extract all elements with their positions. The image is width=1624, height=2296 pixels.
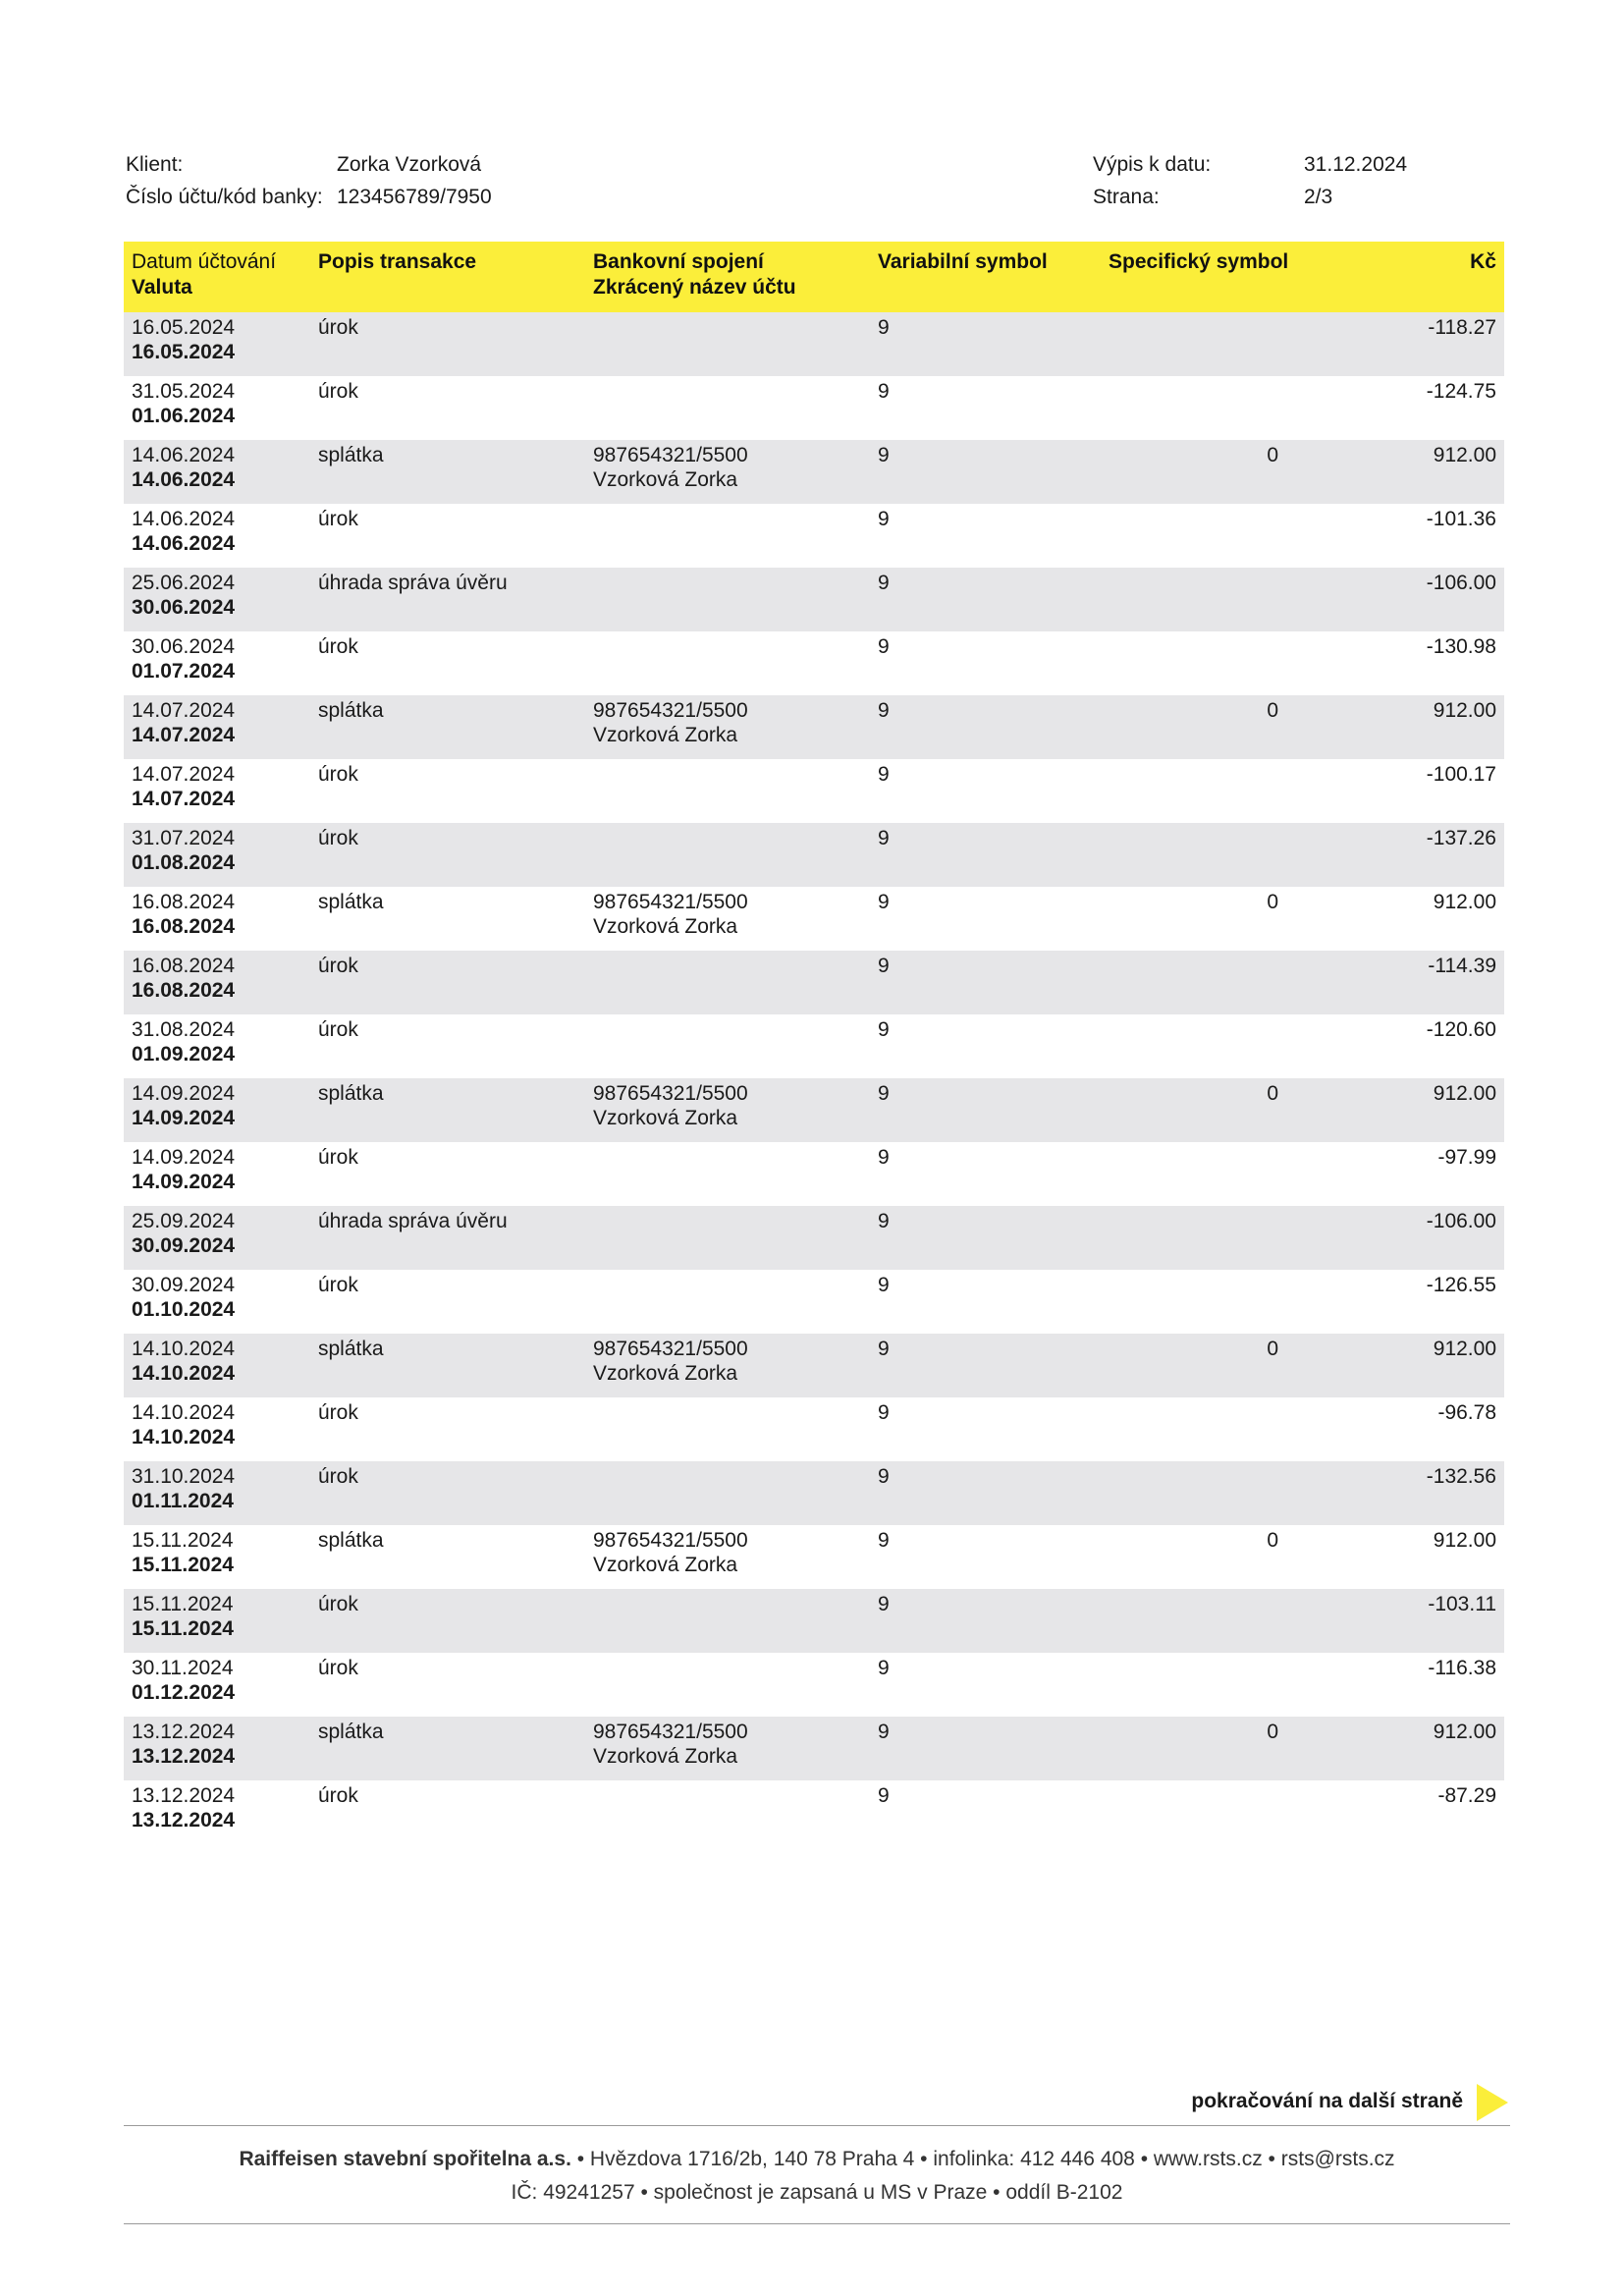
variable-symbol-cell: 9 xyxy=(878,635,890,658)
table-row xyxy=(124,312,1504,376)
amount-cell: -106.00 xyxy=(1302,1206,1504,1270)
specific-symbol-cell xyxy=(1101,951,1302,1014)
amount-cell: -87.29 xyxy=(1437,1784,1496,1807)
booking-date: 25.09.2024 xyxy=(132,1210,236,1232)
col-header-bank-line2: Zkrácený název účtu xyxy=(593,276,796,299)
variable-symbol-cell: 9 xyxy=(870,823,1101,887)
bank-cell xyxy=(585,1397,870,1461)
booking-date: 14.07.2024 xyxy=(132,699,236,722)
amount-cell: -116.38 xyxy=(1428,1657,1496,1679)
description-cell: splátka xyxy=(310,1334,585,1397)
bank-cell xyxy=(585,1780,870,1844)
bank-account-name: Vzorková Zorka xyxy=(593,468,738,491)
specific-symbol-cell xyxy=(1101,1014,1302,1078)
specific-symbol-cell: 0 xyxy=(1101,1334,1302,1397)
specific-symbol-cell xyxy=(1101,376,1302,440)
variable-symbol-cell: 9 xyxy=(870,695,1101,759)
value-date: 13.12.2024 xyxy=(132,1809,236,1831)
bank-cell xyxy=(585,1014,870,1078)
table-row xyxy=(124,1525,1504,1589)
value-date: 01.07.2024 xyxy=(132,660,236,683)
table-row xyxy=(124,440,1504,504)
bank-account: 987654321/5500 xyxy=(593,699,748,722)
statement-date-label: Výpis k datu: xyxy=(1093,153,1212,176)
amount-cell: -103.11 xyxy=(1302,1589,1504,1653)
col-header-variable-symbol: Variabilní symbol xyxy=(870,242,1101,312)
value-date: 13.12.2024 xyxy=(132,1745,236,1768)
table-row xyxy=(124,504,1504,568)
account-label: Číslo účtu/kód banky: xyxy=(126,186,323,208)
amount-cell: 912.00 xyxy=(1302,440,1504,504)
bank-account-name: Vzorková Zorka xyxy=(593,1107,738,1129)
variable-symbol-cell: 9 xyxy=(878,1018,890,1041)
booking-date: 13.12.2024 xyxy=(132,1721,236,1743)
table-row xyxy=(124,695,1504,759)
booking-date: 25.06.2024 xyxy=(132,572,236,594)
bank-cell xyxy=(585,1142,870,1206)
variable-symbol-cell: 9 xyxy=(870,1206,1101,1270)
amount-cell: 912.00 xyxy=(1302,1334,1504,1397)
amount-cell: -97.99 xyxy=(1437,1146,1496,1169)
variable-symbol-cell: 9 xyxy=(878,1784,890,1807)
specific-symbol-cell xyxy=(1101,1206,1302,1270)
table-row xyxy=(124,1780,1504,1844)
bank-cell xyxy=(585,312,870,376)
footer-company: Raiffeisen stavební spořitelna a.s. xyxy=(239,2148,571,2170)
value-date: 15.11.2024 xyxy=(132,1617,234,1640)
booking-date: 16.05.2024 xyxy=(132,316,236,339)
value-date: 14.07.2024 xyxy=(132,724,236,746)
description-cell: úrok xyxy=(318,635,358,658)
bank-cell xyxy=(585,1334,870,1397)
bank-cell xyxy=(585,1078,870,1142)
date-cell xyxy=(124,1142,310,1206)
col-header-amount: Kč xyxy=(1302,242,1504,312)
date-cell xyxy=(124,823,310,887)
bank-account: 987654321/5500 xyxy=(593,444,748,466)
date-cell xyxy=(124,759,310,823)
specific-symbol-cell: 0 xyxy=(1267,1529,1278,1552)
description-cell: splátka xyxy=(310,1078,585,1142)
amount-cell: -126.55 xyxy=(1426,1274,1496,1296)
date-cell xyxy=(124,1589,310,1653)
col-header-specific-symbol: Specifický symbol xyxy=(1101,242,1302,312)
col-header-bank xyxy=(585,242,870,312)
booking-date: 30.11.2024 xyxy=(132,1657,234,1679)
page-label: Strana: xyxy=(1093,186,1160,208)
variable-symbol-cell: 9 xyxy=(878,1146,890,1169)
specific-symbol-cell xyxy=(1101,1461,1302,1525)
continuation-note: pokračování na další straně xyxy=(1191,2090,1463,2112)
value-date: 30.06.2024 xyxy=(132,596,236,619)
amount-cell: -132.56 xyxy=(1302,1461,1504,1525)
bank-account: 987654321/5500 xyxy=(593,891,748,913)
bank-cell xyxy=(585,1525,870,1589)
booking-date: 30.09.2024 xyxy=(132,1274,236,1296)
booking-date: 31.08.2024 xyxy=(132,1018,236,1041)
table-row xyxy=(124,1334,1504,1397)
value-date: 01.10.2024 xyxy=(132,1298,236,1321)
variable-symbol-cell: 9 xyxy=(878,380,890,403)
specific-symbol-cell xyxy=(1101,631,1302,695)
specific-symbol-cell: 0 xyxy=(1101,440,1302,504)
table-row xyxy=(124,1142,1504,1206)
value-date: 30.09.2024 xyxy=(132,1234,236,1257)
table-row xyxy=(124,1397,1504,1461)
bank-cell xyxy=(585,1206,870,1270)
amount-cell: -124.75 xyxy=(1426,380,1496,403)
variable-symbol-cell: 9 xyxy=(870,568,1101,631)
col-header-date-line2: Valuta xyxy=(132,276,192,299)
specific-symbol-cell: 0 xyxy=(1101,1078,1302,1142)
col-header-date xyxy=(124,242,310,312)
variable-symbol-cell: 9 xyxy=(878,1529,890,1552)
transactions-table xyxy=(124,242,1504,1844)
specific-symbol-cell: 0 xyxy=(1101,695,1302,759)
date-cell xyxy=(124,376,310,440)
specific-symbol-cell xyxy=(1101,1142,1302,1206)
bank-cell xyxy=(585,440,870,504)
description-cell: splátka xyxy=(310,440,585,504)
bank-account-name: Vzorková Zorka xyxy=(593,915,738,938)
variable-symbol-cell: 9 xyxy=(870,1461,1101,1525)
booking-date: 30.06.2024 xyxy=(132,635,236,658)
bank-cell xyxy=(585,504,870,568)
specific-symbol-cell xyxy=(1101,312,1302,376)
table-row xyxy=(124,631,1504,695)
bank-account: 987654321/5500 xyxy=(593,1338,748,1360)
variable-symbol-cell: 9 xyxy=(878,763,890,786)
table-row xyxy=(124,376,1504,440)
value-date: 01.11.2024 xyxy=(132,1490,234,1512)
description-cell: úrok xyxy=(318,1018,358,1041)
description-cell: úhrada správa úvěru xyxy=(310,568,585,631)
date-cell xyxy=(124,1078,310,1142)
variable-symbol-cell: 9 xyxy=(870,1078,1101,1142)
amount-cell: -120.60 xyxy=(1426,1018,1496,1041)
bank-cell xyxy=(585,887,870,951)
amount-cell: 912.00 xyxy=(1302,1717,1504,1780)
bank-account: 987654321/5500 xyxy=(593,1529,748,1552)
table-row xyxy=(124,1461,1504,1525)
description-cell: úrok xyxy=(310,1461,585,1525)
value-date: 01.06.2024 xyxy=(132,405,236,427)
bank-cell xyxy=(585,1653,870,1717)
value-date: 01.09.2024 xyxy=(132,1043,236,1066)
footer-line-1 xyxy=(124,2143,1510,2176)
description-cell: úrok xyxy=(318,508,358,530)
bank-account: 987654321/5500 xyxy=(593,1721,748,1743)
date-cell xyxy=(124,1461,310,1525)
value-date: 14.07.2024 xyxy=(132,788,236,810)
date-cell xyxy=(124,1270,310,1334)
table-header-row xyxy=(124,242,1504,312)
specific-symbol-cell xyxy=(1101,504,1302,568)
booking-date: 14.10.2024 xyxy=(132,1338,236,1360)
booking-date: 16.08.2024 xyxy=(132,955,236,977)
table-row xyxy=(124,1206,1504,1270)
date-cell xyxy=(124,1653,310,1717)
account-number: 123456789/7950 xyxy=(337,186,492,208)
date-cell xyxy=(124,1014,310,1078)
description-cell: splátka xyxy=(318,891,384,913)
statement-date: 31.12.2024 xyxy=(1304,153,1408,176)
booking-date: 13.12.2024 xyxy=(132,1784,236,1807)
table-row xyxy=(124,1270,1504,1334)
description-cell: úrok xyxy=(318,763,358,786)
amount-cell: -106.00 xyxy=(1302,568,1504,631)
description-cell: úrok xyxy=(310,1589,585,1653)
description-cell: úrok xyxy=(318,1401,358,1424)
date-cell xyxy=(124,695,310,759)
footer-divider-top xyxy=(124,2125,1510,2126)
booking-date: 14.06.2024 xyxy=(132,508,236,530)
amount-cell: -118.27 xyxy=(1302,312,1504,376)
variable-symbol-cell: 9 xyxy=(878,1401,890,1424)
value-date: 14.10.2024 xyxy=(132,1362,236,1385)
footer-divider-bottom xyxy=(124,2223,1510,2224)
specific-symbol-cell xyxy=(1101,1270,1302,1334)
specific-symbol-cell xyxy=(1101,1653,1302,1717)
value-date: 15.11.2024 xyxy=(132,1554,234,1576)
bank-cell xyxy=(585,568,870,631)
value-date: 14.09.2024 xyxy=(132,1171,236,1193)
bank-cell xyxy=(585,376,870,440)
value-date: 14.06.2024 xyxy=(132,468,236,491)
bank-cell xyxy=(585,695,870,759)
date-cell xyxy=(124,1334,310,1397)
table-row xyxy=(124,1589,1504,1653)
variable-symbol-cell: 9 xyxy=(878,1657,890,1679)
description-cell: úrok xyxy=(318,380,358,403)
specific-symbol-cell xyxy=(1101,568,1302,631)
variable-symbol-cell: 9 xyxy=(870,1334,1101,1397)
table-row xyxy=(124,1717,1504,1780)
booking-date: 16.08.2024 xyxy=(132,891,236,913)
description-cell: úrok xyxy=(318,1146,358,1169)
variable-symbol-cell: 9 xyxy=(870,440,1101,504)
date-cell xyxy=(124,631,310,695)
date-cell xyxy=(124,1717,310,1780)
description-cell: úrok xyxy=(310,951,585,1014)
bank-cell xyxy=(585,1589,870,1653)
bank-cell xyxy=(585,1717,870,1780)
bank-cell xyxy=(585,1461,870,1525)
amount-cell: -101.36 xyxy=(1426,508,1496,530)
amount-cell: -100.17 xyxy=(1426,763,1496,786)
amount-cell: -137.26 xyxy=(1302,823,1504,887)
table-row xyxy=(124,759,1504,823)
variable-symbol-cell: 9 xyxy=(878,891,890,913)
value-date: 16.08.2024 xyxy=(132,915,236,938)
footer-line-2: IČ: 49241257 • společnost je zapsaná u MS v Praze • oddíl B-2102 xyxy=(511,2181,1123,2204)
booking-date: 14.06.2024 xyxy=(132,444,236,466)
value-date: 14.06.2024 xyxy=(132,532,236,555)
page-number: 2/3 xyxy=(1304,186,1333,208)
bank-account-name: Vzorková Zorka xyxy=(593,724,738,746)
footer-contact: • Hvězdova 1716/2b, 140 78 Praha 4 • infolinka: 412 446 408 • www.rsts.cz • rsts@rsts.cz xyxy=(570,2148,1395,2170)
date-cell xyxy=(124,312,310,376)
specific-symbol-cell: 0 xyxy=(1267,891,1278,913)
booking-date: 31.10.2024 xyxy=(132,1465,236,1488)
continue-arrow-icon xyxy=(1477,2084,1508,2121)
booking-date: 14.07.2024 xyxy=(132,763,236,786)
booking-date: 14.09.2024 xyxy=(132,1146,236,1169)
variable-symbol-cell: 9 xyxy=(878,1274,890,1296)
description-cell: úrok xyxy=(310,312,585,376)
value-date: 14.10.2024 xyxy=(132,1426,236,1449)
value-date: 14.09.2024 xyxy=(132,1107,236,1129)
amount-cell: -96.78 xyxy=(1437,1401,1496,1424)
amount-cell: -114.39 xyxy=(1302,951,1504,1014)
variable-symbol-cell: 9 xyxy=(870,312,1101,376)
value-date: 01.08.2024 xyxy=(132,851,236,874)
date-cell xyxy=(124,951,310,1014)
table-row xyxy=(124,887,1504,951)
bank-cell xyxy=(585,823,870,887)
booking-date: 31.05.2024 xyxy=(132,380,236,403)
table-row xyxy=(124,1014,1504,1078)
table-row xyxy=(124,1653,1504,1717)
amount-cell: -130.98 xyxy=(1426,635,1496,658)
value-date: 16.08.2024 xyxy=(132,979,236,1002)
client-label: Klient: xyxy=(126,153,184,176)
col-header-date-line1: Datum účtování xyxy=(132,250,277,273)
description-cell: úhrada správa úvěru xyxy=(310,1206,585,1270)
bank-cell xyxy=(585,1270,870,1334)
date-cell xyxy=(124,1397,310,1461)
description-cell: splátka xyxy=(318,1529,384,1552)
booking-date: 15.11.2024 xyxy=(132,1593,234,1615)
description-cell: úrok xyxy=(318,1274,358,1296)
specific-symbol-cell: 0 xyxy=(1101,1717,1302,1780)
date-cell xyxy=(124,440,310,504)
amount-cell: 912.00 xyxy=(1302,695,1504,759)
value-date: 01.12.2024 xyxy=(132,1681,236,1704)
date-cell xyxy=(124,504,310,568)
table-row xyxy=(124,1078,1504,1142)
bank-cell xyxy=(585,759,870,823)
amount-cell: 912.00 xyxy=(1433,891,1496,913)
date-cell xyxy=(124,887,310,951)
description-cell: úrok xyxy=(318,1784,358,1807)
bank-account: 987654321/5500 xyxy=(593,1082,748,1105)
table-row xyxy=(124,951,1504,1014)
client-name: Zorka Vzorková xyxy=(337,153,482,176)
booking-date: 15.11.2024 xyxy=(132,1529,234,1552)
date-cell xyxy=(124,1780,310,1844)
variable-symbol-cell: 9 xyxy=(870,951,1101,1014)
specific-symbol-cell xyxy=(1101,823,1302,887)
date-cell xyxy=(124,1525,310,1589)
col-header-bank-line1: Bankovní spojení xyxy=(593,250,764,273)
specific-symbol-cell xyxy=(1101,759,1302,823)
bank-cell xyxy=(585,951,870,1014)
booking-date: 31.07.2024 xyxy=(132,827,236,849)
description-cell: úrok xyxy=(318,1657,358,1679)
value-date: 16.05.2024 xyxy=(132,341,236,363)
variable-symbol-cell: 9 xyxy=(870,1589,1101,1653)
bank-account-name: Vzorková Zorka xyxy=(593,1362,738,1385)
description-cell: úrok xyxy=(310,823,585,887)
table-body xyxy=(124,312,1504,1844)
amount-cell: 912.00 xyxy=(1433,1529,1496,1552)
date-cell xyxy=(124,568,310,631)
amount-cell: 912.00 xyxy=(1302,1078,1504,1142)
col-header-description: Popis transakce xyxy=(310,242,585,312)
specific-symbol-cell xyxy=(1101,1589,1302,1653)
variable-symbol-cell: 9 xyxy=(870,1717,1101,1780)
specific-symbol-cell xyxy=(1101,1397,1302,1461)
bank-account-name: Vzorková Zorka xyxy=(593,1745,738,1768)
description-cell: splátka xyxy=(310,1717,585,1780)
specific-symbol-cell xyxy=(1101,1780,1302,1844)
bank-account-name: Vzorková Zorka xyxy=(593,1554,738,1576)
table-row xyxy=(124,823,1504,887)
bank-cell xyxy=(585,631,870,695)
booking-date: 14.10.2024 xyxy=(132,1401,236,1424)
table-row xyxy=(124,568,1504,631)
variable-symbol-cell: 9 xyxy=(878,508,890,530)
date-cell xyxy=(124,1206,310,1270)
description-cell: splátka xyxy=(310,695,585,759)
booking-date: 14.09.2024 xyxy=(132,1082,236,1105)
